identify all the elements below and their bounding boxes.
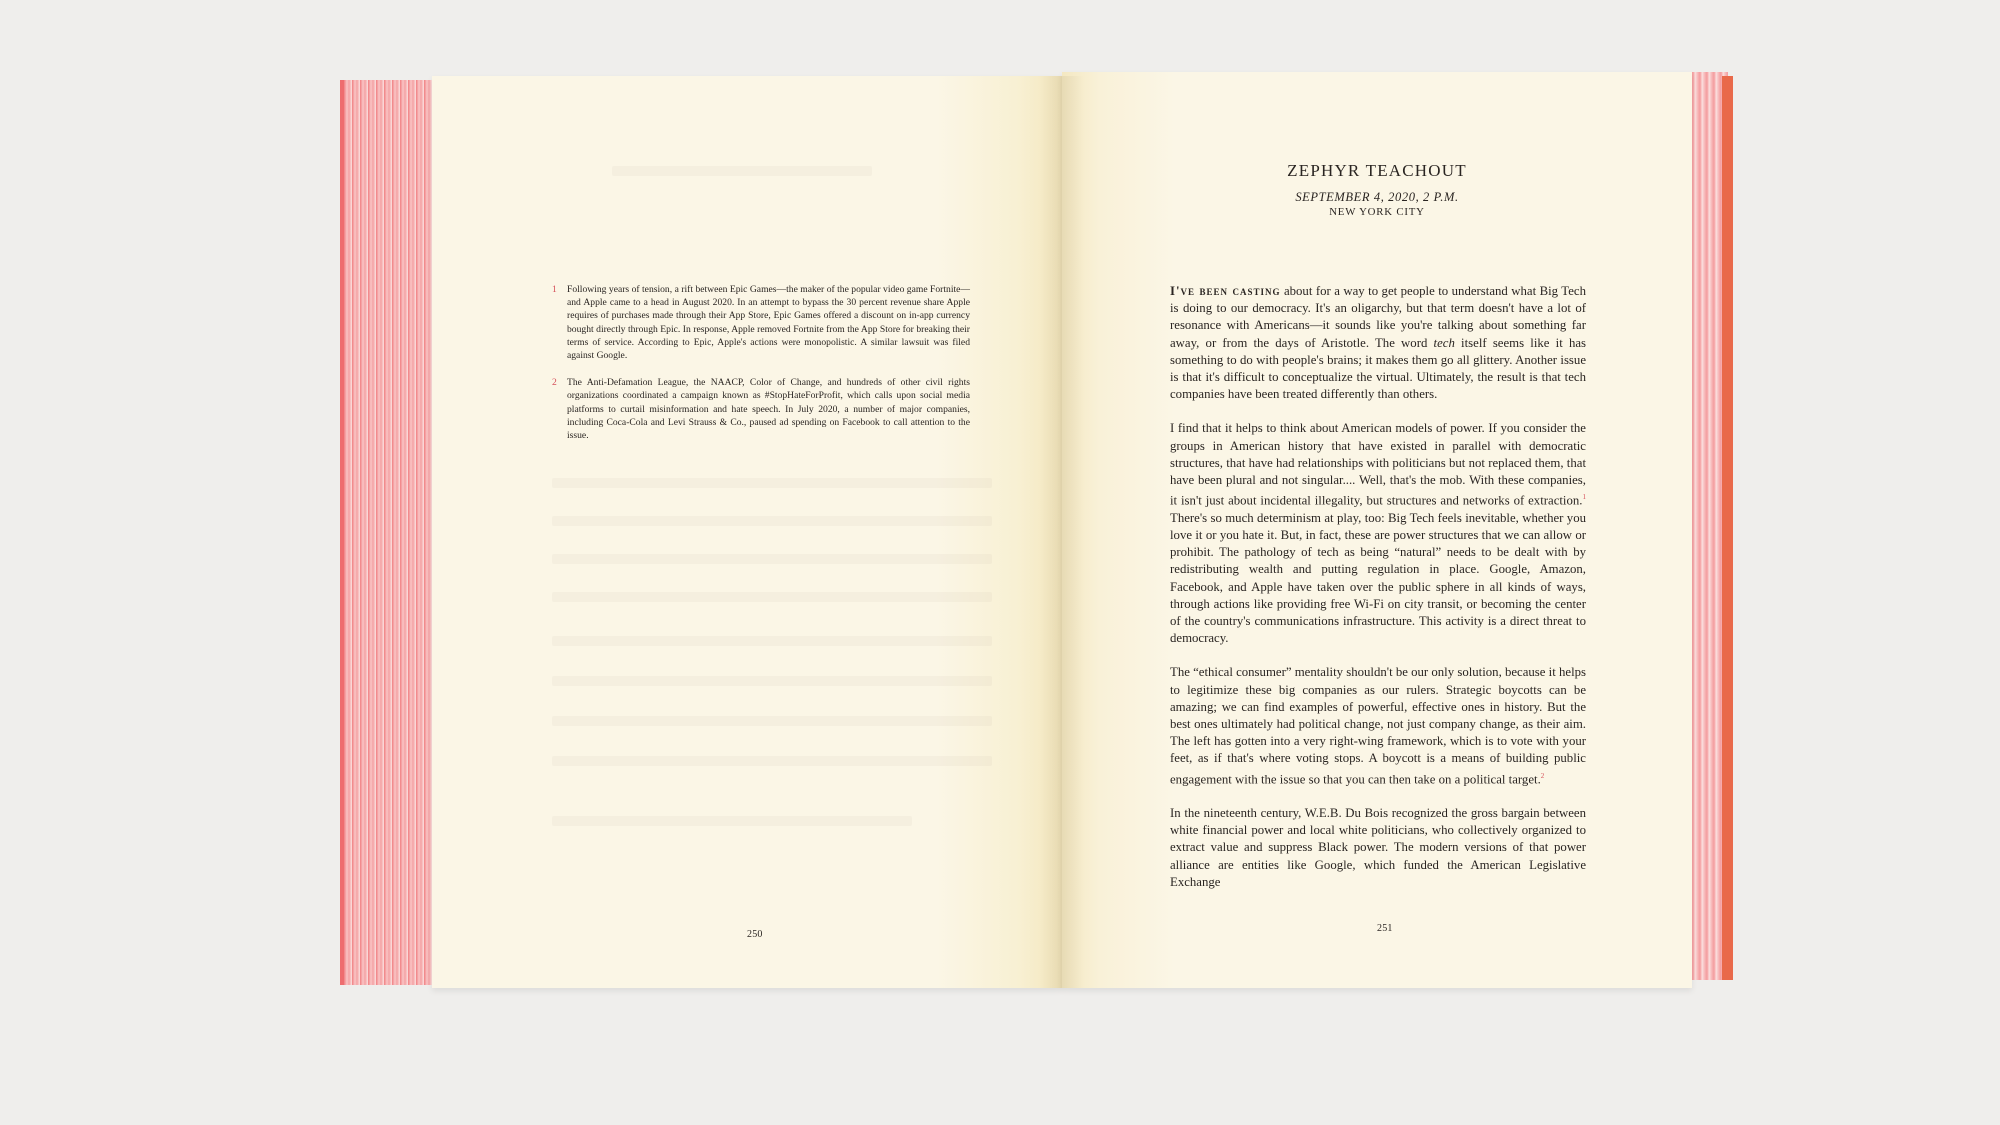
footnote-text: Following years of tension, a rift between Epic Games—the maker of the popular video game Fortnite—and Apple came to a head in August 2020. In an attempt to bypass the 30 percent revenue share Apple requires of purchases made through their App Store, Epic Games offered a discount on in-app currency bought directly through Epic. In response, Apple removed Fortnite from the App Store for breaking their terms of service. According to Epic, Apple's actions were monopolistic. A similar lawsuit was filed against Google. bbox=[567, 284, 970, 362]
footnote-text: The Anti-Defamation League, the NAACP, Color of Change, and hundreds of other civil rights organizations coordinated a campaign known as #StopHateForProfit, which calls upon social media platforms to curtail misinformation and hate speech. In July 2020, a number of major companies, including Coca-Cola and Levi Strauss & Co., paused ad spending on Facebook to call attention to the issue. bbox=[567, 377, 970, 442]
date-line: SEPTEMBER 4, 2020, 2 P.M. bbox=[1295, 190, 1459, 204]
paragraph bbox=[1170, 420, 1586, 647]
paragraph-text: I find that it helps to think about American models of power. If you consider the groups in American history that have existed in parallel with democratic structures, that have had relationships with politicians but not replaced them, that have been plural and not singular.... Well, that's the mob. With these companies, it isn't just about incidental illegality, but structures and networks of extraction. bbox=[1170, 421, 1586, 508]
left-page bbox=[432, 76, 1062, 988]
page-number-right: 251 bbox=[1377, 923, 1393, 934]
book-cover-edge bbox=[1722, 76, 1733, 980]
paragraph-text: about for a way to get people to understand what Big Tech is doing to our democracy. It's an oligarchy, but that term doesn't have a lot of resonance with Americans—it sounds like you're talking about something far away, or from the days of Aristotle. The word bbox=[1170, 284, 1586, 350]
show-through bbox=[552, 716, 992, 726]
paragraph-text: In the nineteenth century, W.E.B. Du Bois recognized the gross bargain between white financial power and local white politicians, who collectively organized to extract value and suppress Black power. The modern versions of that power alliance are entities like Google, which funded the American Legislative Exchange bbox=[1170, 806, 1586, 889]
footnote-number: 1 bbox=[552, 284, 557, 295]
show-through bbox=[552, 636, 992, 646]
place-line: NEW YORK CITY bbox=[1329, 206, 1425, 218]
show-through bbox=[552, 756, 992, 766]
italic-word: tech bbox=[1433, 335, 1455, 350]
footnote-number: 2 bbox=[552, 377, 557, 389]
footnote-ref: 1 bbox=[1582, 493, 1586, 502]
show-through bbox=[552, 816, 912, 826]
left-page-edges bbox=[340, 80, 436, 985]
show-through bbox=[552, 676, 992, 686]
show-through bbox=[552, 554, 992, 564]
paragraph-text: The “ethical consumer” mentality shouldn't be our only solution, because it helps to legitimize these big companies as our rulers. Strategic boycotts can be amazing; we can find examples of powerful, effective ones in history. But the best ones ultimately had political change, not just company change, as their aim. The left has gotten into a very right-wing framework, which is to vote with your feet, as if that's where voting stops. A boycott is a means of building public engagement with the issue so that you can then take on a political target. bbox=[1170, 665, 1586, 786]
author-name: ZEPHYR TEACHOUT bbox=[1287, 161, 1467, 180]
lead-in: I've been casting bbox=[1170, 284, 1281, 298]
show-through bbox=[552, 516, 992, 526]
page-number-left: 250 bbox=[747, 929, 763, 940]
footnote bbox=[552, 283, 970, 362]
paragraph bbox=[1170, 283, 1586, 403]
show-through bbox=[552, 592, 992, 602]
right-page bbox=[1062, 72, 1692, 988]
chapter-header bbox=[1062, 160, 1692, 219]
footnote-ref: 2 bbox=[1540, 771, 1545, 780]
footnote bbox=[552, 376, 970, 442]
show-through bbox=[612, 166, 872, 176]
paragraph bbox=[1170, 664, 1586, 788]
body-text bbox=[1170, 283, 1586, 908]
paragraph-text: itself seems like it has something to do with people's brains; it makes them go all glittery. Another issue is that it's difficult to conceptualize the virtual. Ultimately, the result is that tech companies have been treated differently than others. bbox=[1170, 335, 1587, 402]
gutter-shadow bbox=[1040, 76, 1084, 988]
show-through bbox=[552, 478, 992, 488]
footnotes bbox=[552, 283, 970, 456]
paragraph bbox=[1170, 805, 1586, 891]
paragraph-text: There's so much determinism at play, too: Big Tech feels inevitable, whether you love it or you hate it. But, in fact, these are power structures that we can allow or prohibit. The pathology of tech as being “natural” needs to be dealt with by redistributing wealth and putting regulation in place. Google, Amazon, Facebook, and Apple have taken over the public sphere in all kinds of ways, through actions like providing free Wi-Fi on city transit, or becoming the center of the country's communications infrastructure. This activity is a direct threat to democracy. bbox=[1170, 510, 1586, 646]
